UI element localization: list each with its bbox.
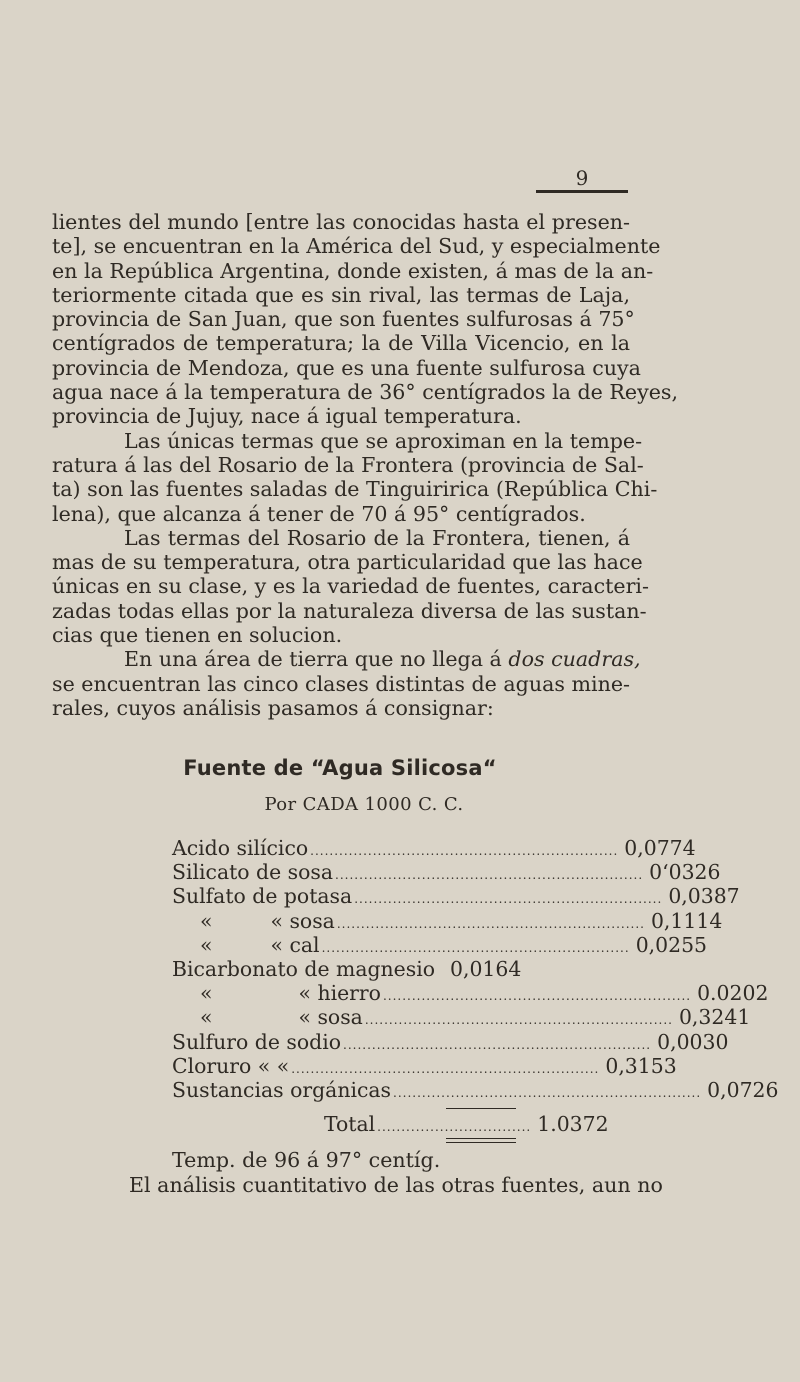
text-line: en la República Argentina, donde existen, á mas de la an- — [52, 258, 654, 283]
text-line: centígrados de temperatura; la de Villa Vicencio, en la — [52, 331, 630, 356]
component-value: 0.0202 — [697, 981, 769, 1006]
component-label: Cloruro « « — [172, 1053, 290, 1078]
ditto-mark: « — [270, 932, 283, 957]
ditto-mark: « — [200, 932, 213, 957]
italic-phrase: dos cuadras, — [508, 647, 641, 672]
component-value: 0,0164 — [450, 956, 522, 981]
table-row — [172, 957, 532, 981]
section-subtitle: Por CADA 1000 C. C. — [264, 794, 464, 815]
text-line: teriormente citada que es sin rival, las termas de Laja, — [52, 282, 630, 307]
text-line: lientes del mundo [entre las conocidas hasta el presen- — [52, 210, 630, 234]
component-label: Silicato de sosa — [172, 860, 334, 885]
component-value: 0,3241 — [678, 1005, 751, 1030]
text-line: se encuentran las cinco clases distintas de aguas mine- — [52, 671, 631, 696]
component-value: 0,0774 — [624, 836, 696, 860]
double-rule — [446, 1138, 516, 1143]
text-line: Las termas del Rosario de la Frontera, tienen, á — [124, 525, 630, 550]
closing-line: El análisis cuantitativo de las otras fuentes, aun no — [129, 1173, 663, 1197]
component-value: 0,1114 — [650, 908, 723, 933]
table-row — [172, 860, 721, 885]
table-row — [172, 1005, 751, 1030]
component-label: Sustancias orgánicas — [172, 1077, 392, 1102]
component-value: 0,0726 — [707, 1077, 779, 1102]
ditto-mark: « — [200, 981, 213, 1006]
component-label: Acido silícico — [172, 836, 309, 860]
table-row — [172, 1053, 677, 1078]
text-line: provincia de Jujuy, nace á igual temperatura. — [52, 404, 522, 429]
text-line: ratura á las del Rosario de la Frontera (provincia de Sal- — [52, 452, 644, 477]
component-value: 0‘0326 — [649, 860, 721, 885]
leader-dots: ................................................................ — [321, 940, 630, 955]
ditto-mark: « — [298, 981, 311, 1006]
leader-dots: ................................................................ — [354, 892, 663, 907]
text-line: te], se encuentran en la América del Sud, y especialmente — [52, 234, 661, 259]
leader-dots: ................................................................ — [336, 916, 645, 931]
component-label — [172, 909, 335, 933]
text-line: agua nace á la temperatura de 36° centígrados la de Reyes, — [52, 380, 679, 405]
text-line: cias que tienen en solucion. — [52, 623, 343, 648]
sum-rule — [446, 1108, 516, 1109]
component-value: 0,0030 — [657, 1029, 729, 1054]
leader-dots: ................................................................ — [310, 844, 619, 858]
ditto-mark: « — [270, 908, 283, 933]
text-line: mas de su temperatura, otra particularidad que las hace — [52, 550, 643, 575]
text-line: provincia de San Juan, que son fuentes sulfurosas á 75° — [52, 307, 635, 332]
total-label: Total — [324, 1112, 376, 1136]
ditto-mark: « — [200, 1005, 213, 1030]
table-row — [172, 932, 708, 957]
component-name: sosa — [317, 1005, 363, 1030]
component-value: 0,3153 — [605, 1053, 677, 1078]
text-line: rales, cuyos análisis pasamos á consignar: — [52, 695, 494, 720]
text-segment: En una área de tierra que no llega á — [124, 647, 509, 672]
text-line: Las únicas termas que se aproximan en la tempe- — [124, 428, 643, 453]
component-name: cal — [289, 932, 320, 957]
section-title: Fuente de “Agua Silicosa“ — [183, 756, 497, 780]
component-label — [172, 981, 381, 1005]
page-number: 9 — [575, 166, 589, 190]
text-line: provincia de Mendoza, que es una fuente sulfurosa cuya — [52, 355, 641, 380]
component-name: hierro — [317, 981, 381, 1006]
table-row — [172, 981, 769, 1006]
page-number-rule — [536, 190, 628, 193]
component-value: 0,0387 — [668, 884, 740, 909]
component-label: Sulfuro de sodio — [172, 1029, 341, 1054]
leader-dots: ................................................................ — [364, 1013, 673, 1028]
temperature-note: Temp. de 96 á 97° centíg. — [172, 1148, 441, 1172]
table-row — [172, 908, 723, 933]
table-row — [172, 884, 740, 909]
leader-dots: ................................................................ — [335, 868, 644, 883]
leader-dots: ................................................................ — [393, 1085, 702, 1100]
component-label — [172, 933, 320, 957]
composition-table — [172, 836, 779, 1102]
leader-dots: ................................................................ — [343, 1037, 652, 1052]
component-label — [172, 1005, 363, 1029]
text-line: zadas todas ellas por la naturaleza diversa de las sustan- — [52, 598, 647, 623]
component-name: sosa — [289, 908, 335, 933]
table-row — [172, 1077, 779, 1102]
text-line — [52, 647, 641, 672]
total-value: 1.0372 — [537, 1112, 609, 1136]
text-line: lena), que alcanza á tener de 70 á 95° centígrados. — [52, 501, 586, 526]
leader-dots: ................................................................ — [291, 1061, 600, 1076]
component-label: Bicarbonato de magnesio — [172, 956, 436, 981]
ditto-mark: « — [298, 1005, 311, 1030]
body-text — [52, 210, 679, 720]
component-value: 0,0255 — [635, 932, 708, 957]
ditto-mark: « — [200, 908, 213, 933]
table-row — [172, 836, 696, 860]
total-row — [324, 1112, 609, 1136]
table-row — [172, 1029, 729, 1054]
text-line: únicas en su clase, y es la variedad de fuentes, caracteri- — [52, 574, 649, 599]
leader-dots: ................................ — [377, 1120, 532, 1134]
component-label: Sulfato de potasa — [172, 884, 353, 909]
leader-dots: ................................................................ — [382, 989, 692, 1004]
text-line: ta) son las fuentes saladas de Tinguiririca (República Chi- — [52, 477, 658, 502]
